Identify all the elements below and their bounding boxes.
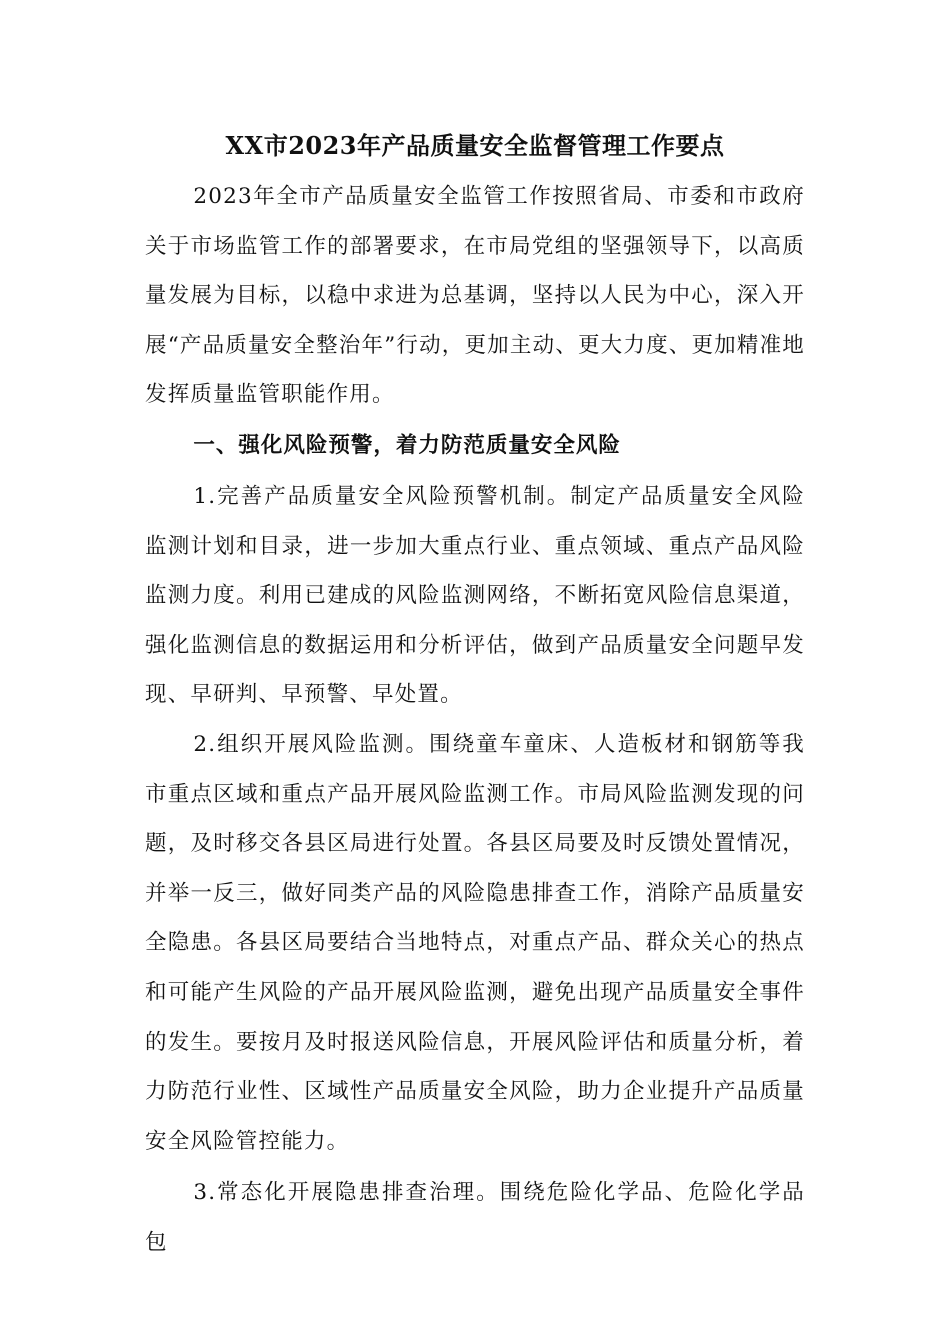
item-paragraph-2: 2.组织开展风险监测。围绕童车童床、人造板材和钢筋等我市重点区域和重点产品开展风险监测工作。市局风险监测发现的问题，及时移交各县区局进行处置。各县区局要及时反馈处置情况，并举一反三，做好同类产品的风险隐患排查工作，消除产品质量安全隐患。各县区局要结合当地特点，对重点产品、群众关心的热点和可能产生风险的产品开展风险监测，避免出现产品质量安全事件的发生。要按月及时报送风险信息，开展风险评估和质量分析，着力防范行业性、区域性产品质量安全风险，助力企业提升产品质量安全风险管控能力。 bbox=[145, 732, 805, 1154]
item-paragraph-3: 3.常态化开展隐患排查治理。围绕危险化学品、危险化学品包 bbox=[145, 1180, 805, 1255]
intro-paragraph: 2023年全市产品质量安全监管工作按照省局、市委和市政府关于市场监管工作的部署要求，在市局党组的坚强领导下，以高质量发展为目标，以稳中求进为总基调，坚持以人民为中心，深入开展“产品质量安全整治年”行动，更加主动、更大力度、更加精准地发挥质量监管职能作用。 bbox=[145, 184, 805, 408]
item-paragraph-1: 1.完善产品质量安全风险预警机制。制定产品质量安全风险监测计划和目录，进一步加大重点行业、重点领域、重点产品风险监测力度。利用已建成的风险监测网络，不断拓宽风险信息渠道，强化监测信息的数据运用和分析评估，做到产品质量安全问题早发现、早研判、早预警、早处置。 bbox=[145, 484, 805, 708]
section-heading: 一、强化风险预警，着力防范质量安全风险 bbox=[193, 433, 621, 458]
document-title: XX市2023年产品质量安全监督管理工作要点 bbox=[225, 131, 725, 160]
